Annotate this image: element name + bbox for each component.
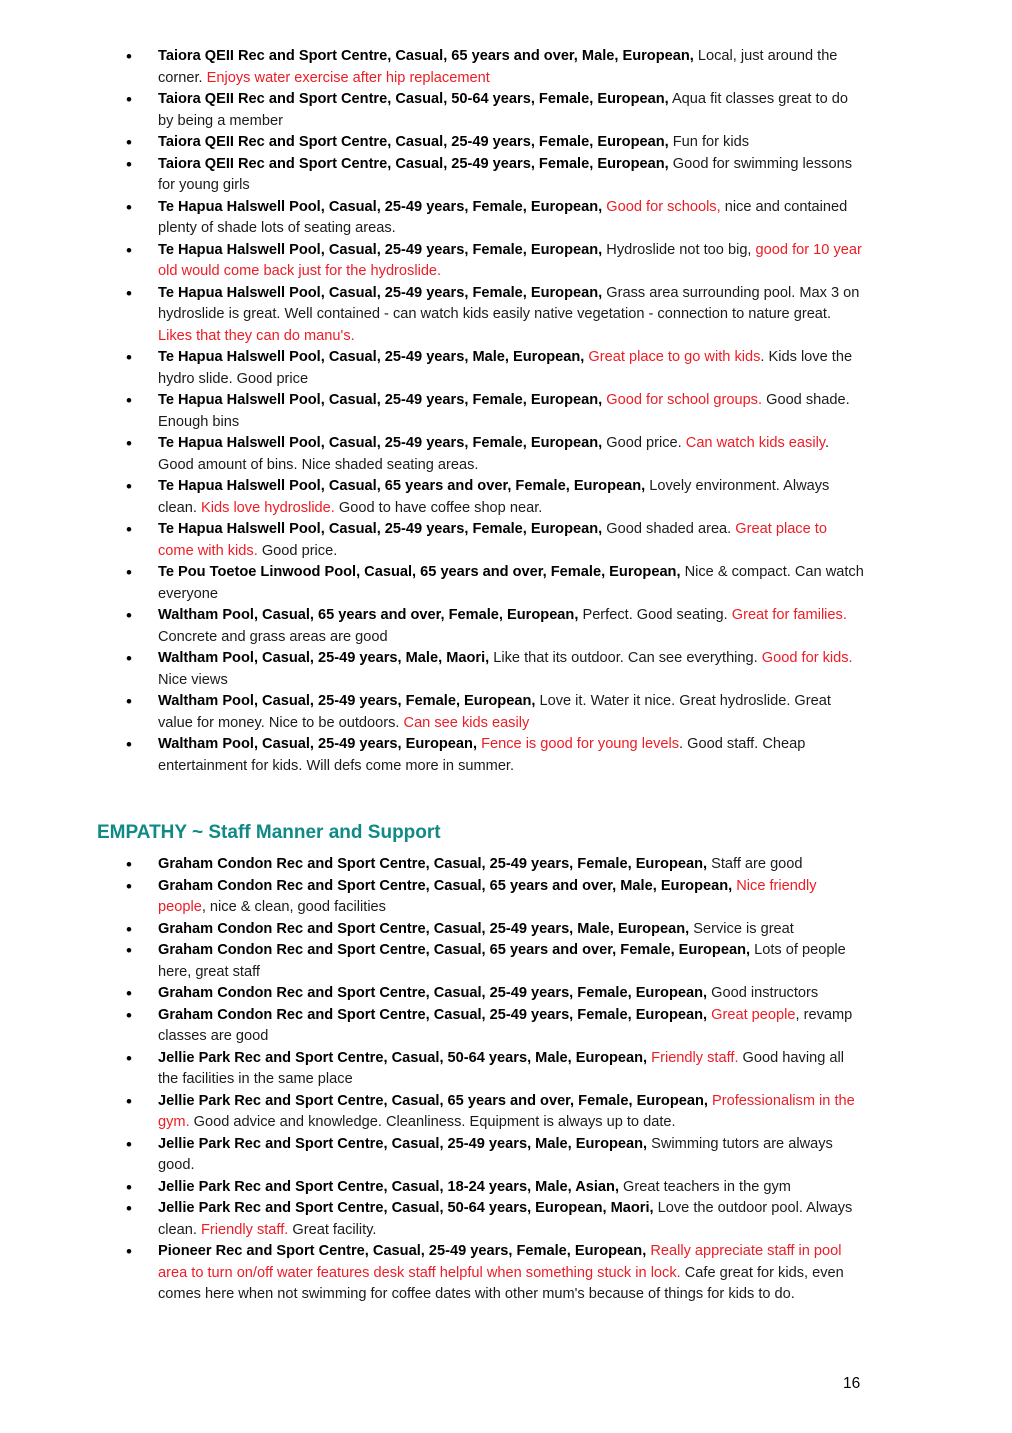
respondent-header: Taiora QEII Rec and Sport Centre, Casual, 65 years and over, Male, European,	[158, 48, 694, 64]
list-item	[122, 1177, 864, 1199]
list-item	[122, 46, 864, 89]
list-item	[122, 919, 864, 941]
highlighted-comment: Great place to come with kids.	[158, 521, 827, 559]
feedback-list-empathy	[122, 854, 864, 1306]
comment-text: Great teachers in the gym	[619, 1178, 791, 1195]
list-item	[122, 433, 864, 476]
list-item	[122, 983, 864, 1005]
highlighted-comment: Good for kids.	[761, 650, 853, 666]
respondent-header: Graham Condon Rec and Sport Centre, Casual, 65 years and over, Male, European,	[158, 877, 733, 894]
respondent-header: Waltham Pool, Casual, 65 years and over, Female, European,	[158, 607, 579, 623]
comment-text: Service is great	[689, 920, 794, 937]
highlighted-comment: Likes that they can do manu's.	[158, 327, 355, 344]
respondent-header: Waltham Pool, Casual, 25-49 years, European,	[158, 736, 478, 752]
comment-text: Love it. Water it nice. Great hydroslide. Great value for money. Nice to be outdoors.	[158, 693, 831, 731]
feedback-list-environment	[122, 46, 864, 777]
respondent-header: Graham Condon Rec and Sport Centre, Casual, 65 years and over, Female, European,	[158, 942, 751, 958]
list-item	[122, 734, 864, 777]
respondent-header: Graham Condon Rec and Sport Centre, Casual, 25-49 years, Female, European,	[158, 856, 708, 872]
highlighted-comment: Can watch kids easily	[685, 435, 826, 451]
highlighted-comment: Fence is good for young levels	[481, 736, 680, 752]
respondent-header: Jellie Park Rec and Sport Centre, Casual, 65 years and over, Female, European,	[158, 1092, 708, 1109]
list-item	[122, 197, 864, 240]
list-item	[122, 940, 864, 983]
respondent-header: Taiora QEII Rec and Sport Centre, Casual, 25-49 years, Female, European,	[158, 134, 669, 150]
list-item	[122, 1134, 864, 1177]
list-item	[122, 476, 864, 519]
highlighted-comment: Professionalism in the gym.	[158, 1092, 855, 1130]
respondent-header: Te Hapua Halswell Pool, Casual, 65 years and over, Female, European,	[158, 478, 646, 494]
highlighted-comment: Kids love hydroslide.	[201, 499, 335, 516]
respondent-header: Graham Condon Rec and Sport Centre, Casual, 25-49 years, Female, European,	[158, 1006, 708, 1023]
list-item	[122, 1005, 864, 1048]
respondent-header: Te Hapua Halswell Pool, Casual, 25-49 years, Female, European,	[158, 198, 603, 215]
respondent-header: Te Hapua Halswell Pool, Casual, 25-49 years, Female, European,	[158, 241, 603, 258]
highlighted-comment: Really appreciate staff in pool area to turn on/off water features desk staff helpful when something stuck in lock.	[158, 1243, 842, 1281]
list-item	[122, 89, 864, 132]
comment-text: Staff are good	[707, 856, 803, 872]
highlighted-comment: Friendly staff.	[201, 1221, 289, 1238]
respondent-header: Jellie Park Rec and Sport Centre, Casual, 50-64 years, European, Maori,	[158, 1200, 654, 1216]
list-item	[122, 562, 864, 605]
respondent-header: Te Hapua Halswell Pool, Casual, 25-49 years, Female, European,	[158, 284, 603, 301]
comment-text: , revamp classes are good	[158, 1006, 853, 1044]
respondent-header: Taiora QEII Rec and Sport Centre, Casual, 50-64 years, Female, European,	[158, 91, 669, 107]
list-item	[122, 876, 864, 919]
list-item	[122, 691, 864, 734]
comment-text: Love the outdoor pool. Always clean.	[158, 1200, 853, 1238]
list-item	[122, 283, 864, 348]
highlighted-comment: Enjoys water exercise after hip replacement	[206, 69, 490, 86]
respondent-header: Te Pou Toetoe Linwood Pool, Casual, 65 years and over, Female, European,	[158, 564, 681, 580]
comment-text: Nice views	[158, 671, 228, 688]
highlighted-comment: Friendly staff.	[651, 1049, 739, 1066]
comment-text: Great facility.	[288, 1221, 377, 1238]
comment-text: Like that its outdoor. Can see everything.	[489, 650, 762, 666]
list-item	[122, 240, 864, 283]
comment-text: . Good amount of bins. Nice shaded seating areas.	[158, 435, 830, 473]
comment-text: Good having all the facilities in the same place	[158, 1049, 844, 1087]
highlighted-comment: Nice friendly people	[158, 877, 817, 915]
highlighted-comment: Great place to go with kids	[588, 349, 761, 365]
respondent-header: Te Hapua Halswell Pool, Casual, 25-49 years, Male, European,	[158, 349, 585, 365]
comment-text: Good shaded area.	[602, 521, 736, 537]
comment-text: Good shade. Enough bins	[158, 392, 850, 430]
respondent-header: Waltham Pool, Casual, 25-49 years, Female, European,	[158, 693, 536, 709]
comment-text: Local, just around the corner.	[158, 48, 838, 86]
highlighted-comment: Good for schools,	[606, 198, 721, 215]
comment-text: Good for swimming lessons for young girls	[158, 155, 853, 193]
comment-text: Grass area surrounding pool. Max 3 on hydroslide is great. Well contained - can watch kids easily native vegetation - connection to nature great.	[158, 284, 860, 322]
comment-text: Good price.	[602, 435, 686, 451]
list-item	[122, 1048, 864, 1091]
comment-text: nice and contained plenty of shade lots of seating areas.	[158, 198, 848, 236]
page-number: 16	[843, 1375, 861, 1392]
list-item	[122, 1198, 864, 1241]
list-item	[122, 1091, 864, 1134]
list-item	[122, 854, 864, 876]
respondent-header: Waltham Pool, Casual, 25-49 years, Male, Maori,	[158, 650, 490, 666]
section-heading-empathy: EMPATHY ~ Staff Manner and Support	[97, 822, 441, 843]
comment-text: Good advice and knowledge. Cleanliness. Equipment is always up to date.	[189, 1114, 676, 1130]
list-item	[122, 519, 864, 562]
list-item	[122, 390, 864, 433]
respondent-header: Te Hapua Halswell Pool, Casual, 25-49 years, Female, European,	[158, 392, 603, 408]
comment-text: . Kids love the hydro slide. Good price	[158, 349, 853, 387]
comment-text: Good to have coffee shop near.	[334, 499, 543, 516]
respondent-header: Taiora QEII Rec and Sport Centre, Casual, 25-49 years, Female, European,	[158, 155, 669, 172]
comment-text: Good instructors	[707, 985, 819, 1001]
respondent-header: Graham Condon Rec and Sport Centre, Casual, 25-49 years, Male, European,	[158, 920, 690, 937]
comment-text: Swimming tutors are always good.	[158, 1135, 833, 1173]
list-item	[122, 1241, 864, 1306]
comment-text: Lots of people here, great staff	[158, 942, 846, 980]
highlighted-comment: good for 10 year old would come back just for the hydroslide.	[158, 241, 862, 279]
respondent-header: Graham Condon Rec and Sport Centre, Casual, 25-49 years, Female, European,	[158, 985, 708, 1001]
highlighted-comment: Good for school groups.	[606, 392, 763, 408]
comment-text: Good price.	[257, 542, 338, 559]
respondent-header: Te Hapua Halswell Pool, Casual, 25-49 years, Female, European,	[158, 435, 603, 451]
comment-text: Fun for kids	[668, 134, 749, 150]
comment-text: Hydroslide not too big,	[602, 241, 756, 258]
comment-text: . Good staff. Cheap entertainment for kids. Will defs come more in summer.	[158, 736, 806, 774]
respondent-header: Te Hapua Halswell Pool, Casual, 25-49 years, Female, European,	[158, 521, 603, 537]
comment-text: Aqua fit classes great to do by being a member	[158, 91, 848, 129]
respondent-header: Jellie Park Rec and Sport Centre, Casual, 25-49 years, Male, European,	[158, 1135, 648, 1152]
comment-text: Lovely environment. Always clean.	[158, 478, 830, 516]
respondent-header: Pioneer Rec and Sport Centre, Casual, 25-49 years, Female, European,	[158, 1243, 647, 1259]
respondent-header: Jellie Park Rec and Sport Centre, Casual, 50-64 years, Male, European,	[158, 1049, 648, 1066]
highlighted-comment: Great people	[711, 1006, 796, 1023]
highlighted-comment: Can see kids easily	[403, 714, 530, 731]
comment-text: , nice & clean, good facilities	[201, 899, 386, 915]
respondent-header: Jellie Park Rec and Sport Centre, Casual, 18-24 years, Male, Asian,	[158, 1178, 619, 1195]
comment-text: Concrete and grass areas are good	[158, 628, 388, 645]
comment-text: Cafe great for kids, even comes here when not swimming for coffee dates with other mum's because of things for kids to do.	[158, 1264, 844, 1302]
comment-text: Nice & compact. Can watch everyone	[158, 564, 864, 602]
list-item	[122, 605, 864, 648]
comment-text: Perfect. Good seating.	[578, 607, 732, 623]
list-item	[122, 648, 864, 691]
list-item	[122, 132, 864, 154]
list-item	[122, 154, 864, 197]
highlighted-comment: Great for families.	[731, 607, 847, 623]
list-item	[122, 347, 864, 390]
